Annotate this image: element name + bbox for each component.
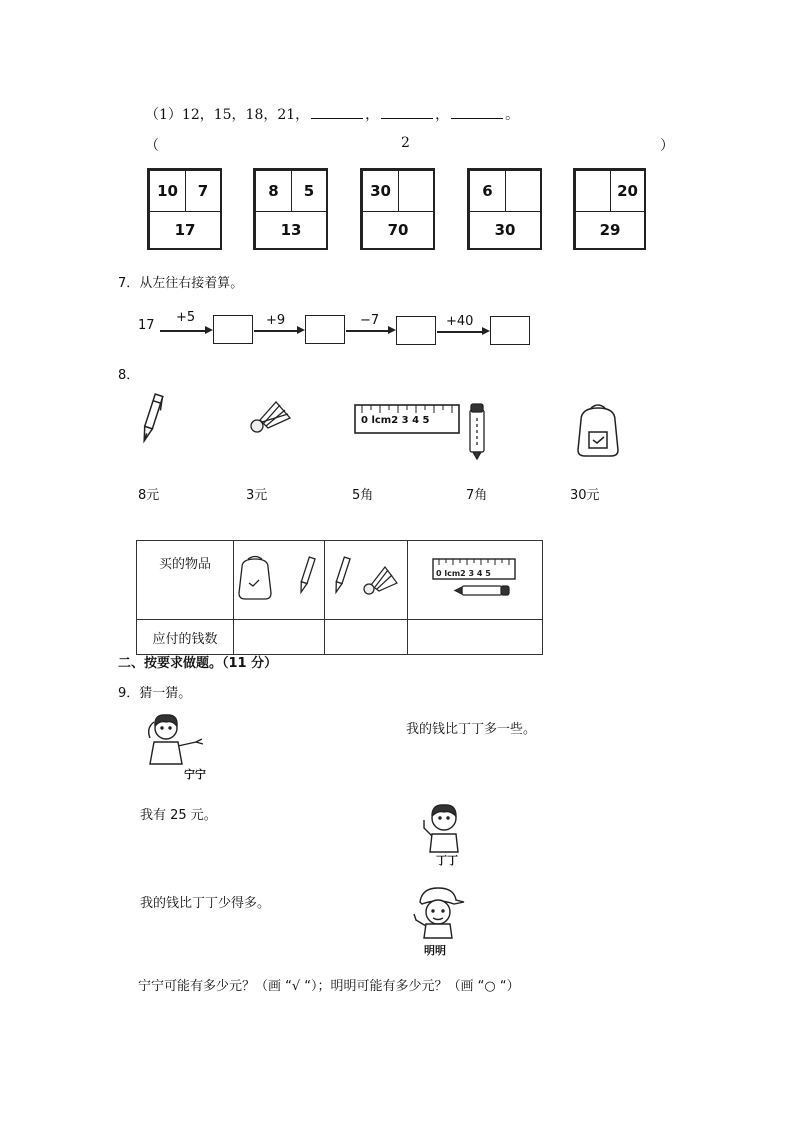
chain-op-1: +5 xyxy=(176,310,196,325)
q8-title: 8． xyxy=(118,368,140,383)
boy-dingding-illustration xyxy=(418,800,466,854)
mingming-name: 明明 xyxy=(424,944,446,957)
q9-question: 宁宁可能有多少元？（画 “√ “）；明明可能有多少元？（画 “○ “） xyxy=(138,979,520,994)
table-answer-cell-3[interactable] xyxy=(408,620,543,655)
box-cell-bottom[interactable]: 29 xyxy=(575,211,645,249)
boy-mingming-illustration xyxy=(408,884,468,940)
number-box-3 xyxy=(360,168,435,250)
box-cell-top-right[interactable]: 20 xyxy=(610,170,645,212)
table-answer-cell-1[interactable] xyxy=(234,620,325,655)
purchase-table xyxy=(136,540,543,655)
pen-and-shuttlecock-icon xyxy=(325,551,407,605)
shuttlecock-icon xyxy=(246,398,294,438)
price-pen: 8元 xyxy=(138,488,160,503)
arrow-head-icon xyxy=(482,327,490,335)
chain-arrow-line xyxy=(346,330,389,332)
table-answer-cell-2[interactable] xyxy=(325,620,408,655)
table-row xyxy=(137,620,543,655)
chain-answer-box-1[interactable] xyxy=(213,315,253,344)
q6-sub-close: ） xyxy=(660,138,674,154)
box-cell-top-right[interactable] xyxy=(505,170,541,212)
table-cell-backpack-pen xyxy=(234,541,325,620)
number-box-4 xyxy=(467,168,542,250)
chain-op-3: −7 xyxy=(360,313,380,328)
q6-blank-2[interactable] xyxy=(381,106,433,119)
chain-answer-box-2[interactable] xyxy=(305,315,345,344)
number-box-2 xyxy=(253,168,328,250)
number-box-5 xyxy=(573,168,646,250)
table-header-items: 买的物品 xyxy=(137,541,234,620)
girl-ningning-illustration xyxy=(140,712,210,766)
ruler-scale-label: 0 lcm2 3 4 5 xyxy=(436,569,491,578)
box-cell-top-left[interactable]: 30 xyxy=(362,170,399,212)
price-ruler: 5角 xyxy=(352,488,374,503)
q6-sub-number: 2 xyxy=(401,135,410,151)
price-marker-pen: 7角 xyxy=(466,488,488,503)
box-cell-bottom[interactable]: 13 xyxy=(255,211,327,249)
chain-start-number: 17 xyxy=(138,318,155,333)
dingding-name: 丁丁 xyxy=(436,854,458,867)
pen-icon xyxy=(136,392,166,448)
section-2-title: 二、按要求做题。（11 分） xyxy=(118,656,278,671)
chain-arrow-line xyxy=(437,331,483,333)
chain-op-2: +9 xyxy=(266,313,286,328)
box-cell-top-right[interactable]: 5 xyxy=(291,170,327,212)
table-cell-pen-shuttlecock xyxy=(325,541,408,620)
backpack-icon xyxy=(575,402,621,458)
dingding-speech: 我有 25 元。 xyxy=(140,808,217,823)
backpack-and-pen-icon xyxy=(234,551,324,605)
q6-period: 。 xyxy=(505,107,520,123)
box-cell-bottom[interactable]: 70 xyxy=(362,211,434,249)
ningning-name: 宁宁 xyxy=(184,768,206,781)
q9-title: 9．猜一猜。 xyxy=(118,686,192,701)
ruler-scale-label: 0 lcm2 3 4 5 xyxy=(361,415,430,426)
box-cell-bottom[interactable]: 30 xyxy=(469,211,541,249)
q7-title: 7．从左往右接着算。 xyxy=(118,276,244,291)
q6-comma: ， xyxy=(435,107,450,123)
number-box-1 xyxy=(147,168,222,250)
box-cell-top-left[interactable]: 10 xyxy=(149,170,186,212)
q6-blank-1[interactable] xyxy=(311,106,363,119)
ningning-speech: 我的钱比丁丁多一些。 xyxy=(406,722,537,737)
box-cell-top-right[interactable]: 7 xyxy=(185,170,221,212)
price-backpack: 30元 xyxy=(570,488,600,503)
chain-arrow-line xyxy=(254,330,298,332)
q6-sub-open: （ xyxy=(145,138,159,154)
box-cell-bottom[interactable]: 17 xyxy=(149,211,221,249)
marker-pen-icon xyxy=(466,402,488,460)
mingming-speech: 我的钱比丁丁少得多。 xyxy=(140,896,271,911)
table-header-payment: 应付的钱数 xyxy=(137,620,234,655)
arrow-head-icon xyxy=(388,326,396,334)
chain-op-4: +40 xyxy=(446,314,474,329)
table-row xyxy=(137,541,543,620)
table-cell-ruler-marker xyxy=(408,541,543,620)
q6-blank-3[interactable] xyxy=(451,106,503,119)
ruler-and-marker-icon xyxy=(408,551,542,605)
chain-arrow-line xyxy=(160,330,206,332)
q6-sequence-text: （1）12，15，18，21， xyxy=(145,107,310,123)
box-cell-top-left[interactable] xyxy=(575,170,611,212)
chain-answer-box-3[interactable] xyxy=(396,316,436,345)
price-shuttlecock: 3元 xyxy=(246,488,268,503)
box-cell-top-left[interactable]: 8 xyxy=(255,170,292,212)
chain-answer-box-4[interactable] xyxy=(490,316,530,345)
q6-sequence-line xyxy=(145,104,519,124)
arrow-head-icon xyxy=(297,326,305,334)
box-cell-top-right[interactable] xyxy=(398,170,434,212)
q6-comma: ， xyxy=(365,107,380,123)
arrow-head-icon xyxy=(205,326,213,334)
box-cell-top-left[interactable]: 6 xyxy=(469,170,506,212)
